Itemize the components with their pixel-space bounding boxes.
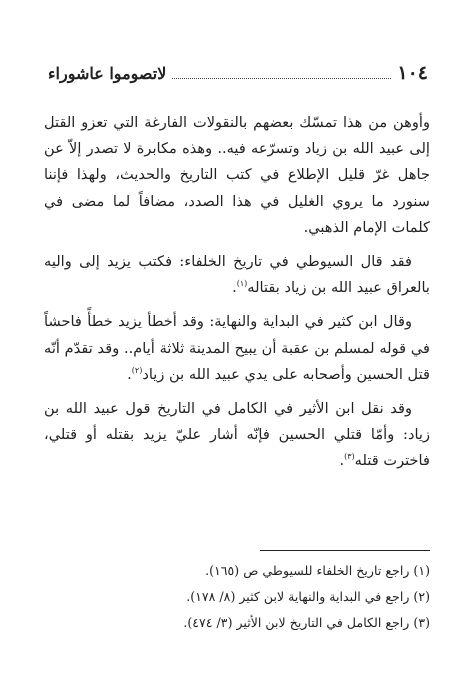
- paragraph-3: وقال ابن كثير في البداية والنهاية: وقد أخطأ يزيد خطأً فاحشاً في قوله لمسلم بن عقبة أن يبيح المدينة ثلاثة أيام.. وقد تقدّم أنّه قتل الحسين وأصحابه على يدي عبيد الله بن زياد$^{(٢)}$.: [44, 313, 430, 383]
- header-dotted-leader: [172, 78, 391, 79]
- paragraph-text: وأوهن من هذا تمسّك بعضهم بالنقولات الفارغة التي تعزو القتل إلى عبيد الله بن زياد وتسرّعه فيه.. وهذه مكابرة لا تصدر إلاّ عن جاهل غرّ قليل الإطلاع في كتب التاريخ والحديث، ولهذا فإننا سنورد ما يروي الغليل في هذا الصدد، مضافاً لما مضى في كلمات الإمام الذهبي.: [44, 114, 430, 236]
- footnote-2: (٢) راجع في البداية والنهاية لابن كثير (٨/ ١٧٨).: [186, 589, 430, 604]
- footnote-marker[interactable]: (٣): [344, 452, 355, 462]
- footnote-marker[interactable]: (١): [236, 279, 248, 289]
- paragraph-text: فقد قال السيوطي في تاريخ الخلفاء: فكتب يزيد إلى واليه بالعراق عبيد الله بن زياد بقتاله: [44, 253, 430, 297]
- main-text: [44, 110, 430, 483]
- paragraph-2: فقد قال السيوطي في تاريخ الخلفاء: فكتب يزيد إلى واليه بالعراق عبيد الله بن زياد بقتاله$^{(١)}$.: [44, 253, 430, 297]
- paragraph-1: [44, 110, 430, 241]
- running-title: لاتصوموا عاشوراء: [48, 64, 167, 83]
- paragraph-4: وقد نقل ابن الأثير في الكامل في التاريخ قول عبيد الله بن زياد: وأمّا قتلي الحسين فإنّه أشار عليّ يزيد بقتله أو قتلي، فاخترت قتله$^{(٣)}$.: [44, 400, 430, 470]
- footnote-divider: [260, 550, 430, 551]
- footnote-3: (٣) راجع الكامل في التاريخ لابن الأثير (٣/ ٤٧٤).: [183, 615, 430, 630]
- paragraph-text: وقال ابن كثير في البداية والنهاية: وقد أخطأ يزيد خطأً فاحشاً في قوله لمسلم بن عقبة أن يبيح المدينة ثلاثة أيام.. وقد تقدّم أنّه قتل الحسين وأصحابه على يدي عبيد الله بن زياد: [44, 313, 430, 383]
- paragraph-text: وقد نقل ابن الأثير في الكامل في التاريخ قول عبيد الله بن زياد: وأمّا قتلي الحسين فإنّه أشار عليّ يزيد بقتله أو قتلي، فاخترت قتله: [44, 400, 430, 470]
- footnotes: [44, 558, 430, 636]
- footnote-1: (١) راجع تاريخ الخلفاء للسيوطي ص (١٦٥).: [205, 563, 430, 578]
- footnote-marker[interactable]: (٢): [131, 365, 143, 375]
- page-number: ١٠٤: [397, 62, 428, 84]
- page-header: [48, 62, 428, 90]
